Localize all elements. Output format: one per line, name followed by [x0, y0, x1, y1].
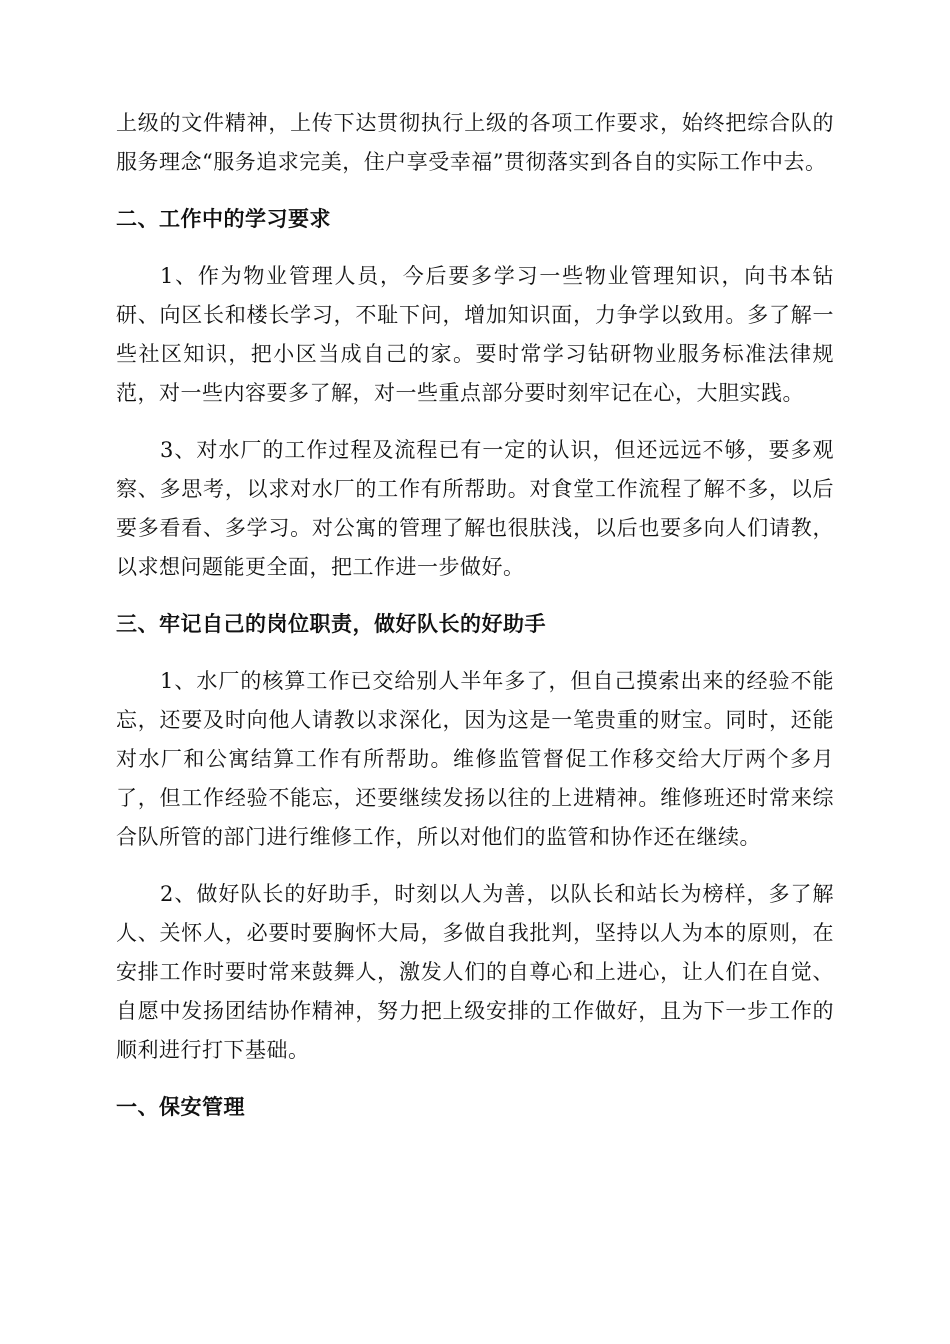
paragraph-duty-1: 1、水厂的核算工作已交给别人半年多了，但自己摸索出来的经验不能忘，还要及时向他人请教以求深化，因为这是一笔贵重的财宝。同时，还能对水厂和公寓结算工作有所帮助。维修监管督促工作移交给大厅两个多月了，但工作经验不能忘，还要继续发扬以往的上进精神。维修班还时常来综合队所管的部门进行维修工作，所以对他们的监管和协作还在继续。	[116, 669, 834, 849]
section-heading-security: 一、保安管理	[116, 1095, 245, 1119]
paragraph-study-1: 1、作为物业管理人员，今后要多学习一些物业管理知识，向书本钻研、向区长和楼长学习，不耻下问，增加知识面，力争学以致用。多了解一些社区知识，把小区当成自己的家。要时常学习钻研物业服务标准法律规范，对一些内容要多了解，对一些重点部分要时刻牢记在心，大胆实践。	[116, 264, 834, 405]
section-heading-2: 二、工作中的学习要求	[116, 207, 331, 231]
paragraph-intro: 上级的文件精神，上传下达贯彻执行上级的各项工作要求，始终把综合队的服务理念“服务追求完美，住户享受幸福”贯彻落实到各自的实际工作中去。	[116, 111, 834, 174]
paragraph-duty-2: 2、做好队长的好助手，时刻以人为善，以队长和站长为榜样，多了解人、关怀人，必要时要胸怀大局，多做自我批判，坚持以人为本的原则，在安排工作时要时常来鼓舞人，激发人们的自尊心和上进心，让人们在自觉、自愿中发扬团结协作精神，努力把上级安排的工作做好，且为下一步工作的顺利进行打下基础。	[116, 882, 834, 1062]
paragraph-study-3: 3、对水厂的工作过程及流程已有一定的认识，但还远远不够，要多观察、多思考，以求对水厂的工作有所帮助。对食堂工作流程了解不多，以后要多看看、多学习。对公寓的管理了解也很肤浅，以后也要多向人们请教，以求想问题能更全面，把工作进一步做好。	[116, 438, 834, 579]
document-page	[116, 104, 834, 1145]
section-heading-3: 三、牢记自己的岗位职责，做好队长的好助手	[116, 612, 546, 636]
